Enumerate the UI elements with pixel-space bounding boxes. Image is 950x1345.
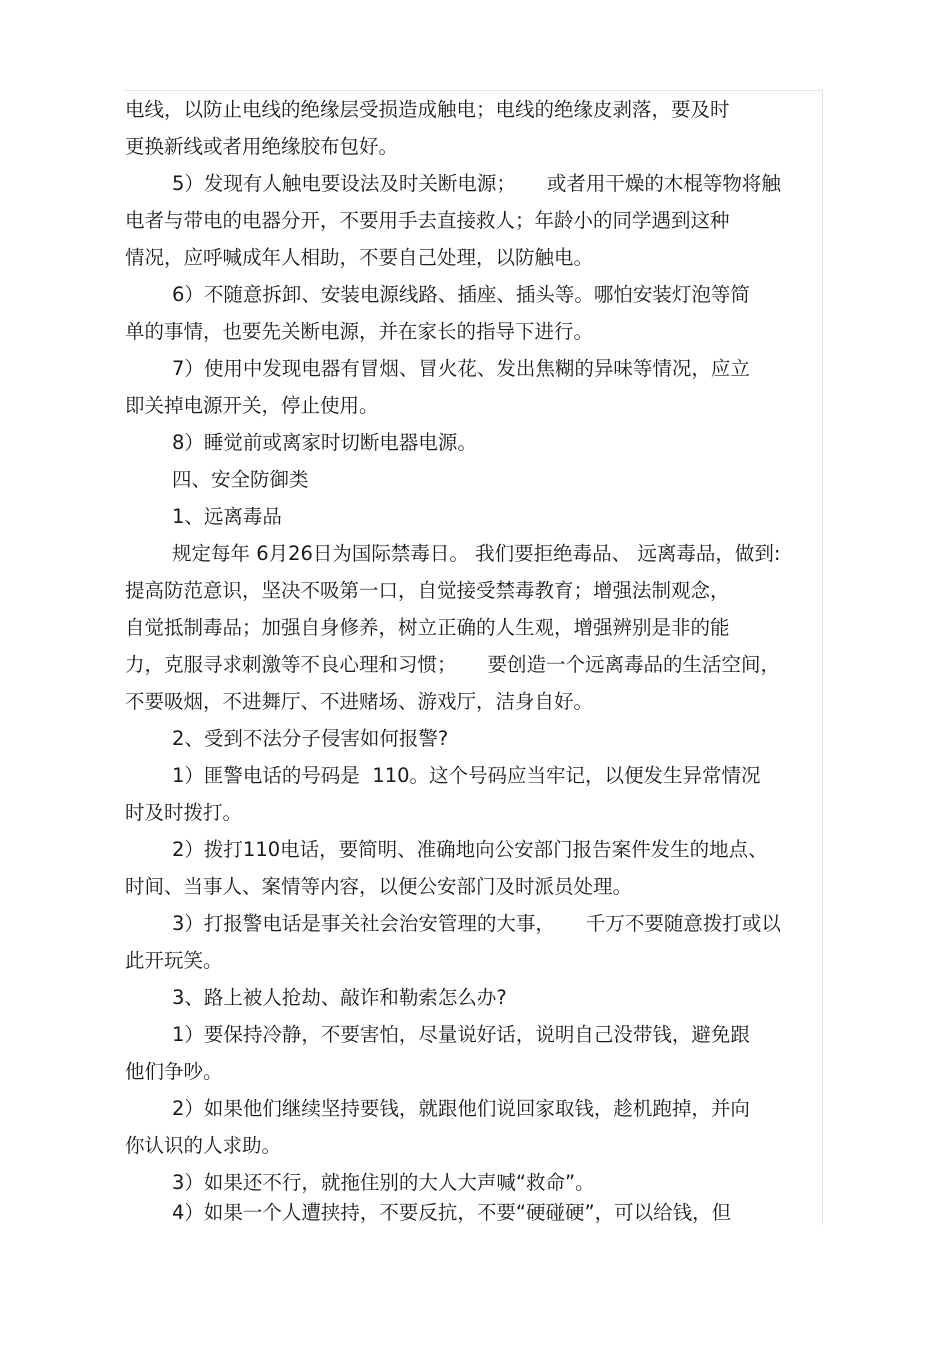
text-line: 4）如果一个人遭挟持，不要反抗，不要“硬碰硬”，可以给钱，但 <box>172 1201 732 1224</box>
text-line: 时及时拨打。 <box>125 801 243 824</box>
subsection-heading: 1、远离毒品 <box>172 505 282 528</box>
text-line: 你认识的人求助。 <box>125 1134 282 1157</box>
text-line: 自觉抵制毒品；加强自身修养，树立正确的人生观，增强辨别是非的能 <box>125 616 730 639</box>
document-page <box>125 90 823 1225</box>
text-line: 2）拨打110电话，要简明、准确地向公安部门报告案件发生的地点、 <box>172 838 768 861</box>
text-line: 5）发现有人触电要设法及时关断电源； 或者用干燥的木棍等物将触 <box>172 172 781 195</box>
text-line: 提高防范意识，坚决不吸第一口，自觉接受禁毒教育；增强法制观念， <box>125 579 730 602</box>
text-line: 即关掉电源开关，停止使用。 <box>125 394 379 417</box>
text-line: 6）不随意拆卸、安装电源线路、插座、插头等。哪怕安装灯泡等简 <box>172 283 750 306</box>
text-line: 力，克服寻求刺激等不良心理和习惯； 要创造一个远离毒品的生活空间， <box>125 653 780 676</box>
section-heading: 四、安全防御类 <box>172 468 309 491</box>
text-line: 此开玩笑。 <box>125 949 223 972</box>
text-line: 不要吸烟，不进舞厅、不进赌场、游戏厅，洁身自好。 <box>125 690 594 713</box>
text-line: 他们争吵。 <box>125 1060 223 1083</box>
text-line: 1）要保持冷静，不要害怕，尽量说好话，说明自己没带钱，避免跟 <box>172 1023 750 1046</box>
text-line: 更换新线或者用绝缘胶布包好。 <box>125 135 399 158</box>
subsection-heading: 2、受到不法分子侵害如何报警? <box>172 727 449 750</box>
text-line: 电者与带电的电器分开，不要用手去直接救人；年龄小的同学遇到这种 <box>125 209 730 232</box>
text-line: 情况，应呼喊成年人相助，不要自己处理，以防触电。 <box>125 246 594 269</box>
text-line: 7）使用中发现电器有冒烟、冒火花、发出焦糊的异味等情况，应立 <box>172 357 750 380</box>
text-line: 时间、当事人、案情等内容，以便公安部门及时派员处理。 <box>125 875 633 898</box>
text-line: 电线，以防止电线的绝缘层受损造成触电；电线的绝缘皮剥落，要及时 <box>125 98 730 121</box>
text-line: 单的事情，也要先关断电源，并在家长的指导下进行。 <box>125 320 594 343</box>
text-line: 3）打报警电话是事关社会治安管理的大事， 千万不要随意拨打或以 <box>172 912 781 935</box>
text-line: 8）睡觉前或离家时切断电器电源。 <box>172 431 477 454</box>
text-line: 规定每年 6月26日为国际禁毒日。 我们要拒绝毒品、 远离毒品，做到: <box>172 542 781 565</box>
subsection-heading: 3、路上被人抢劫、敲诈和勒索怎么办? <box>172 986 507 1009</box>
text-line: 2）如果他们继续坚持要钱，就跟他们说回家取钱，趁机跑掉，并向 <box>172 1097 750 1120</box>
text-line: 1）匪警电话的号码是 110。这个号码应当牢记，以便发生异常情况 <box>172 764 761 787</box>
text-line: 3）如果还不行，就拖住别的大人大声喊“救命”。 <box>172 1171 595 1194</box>
